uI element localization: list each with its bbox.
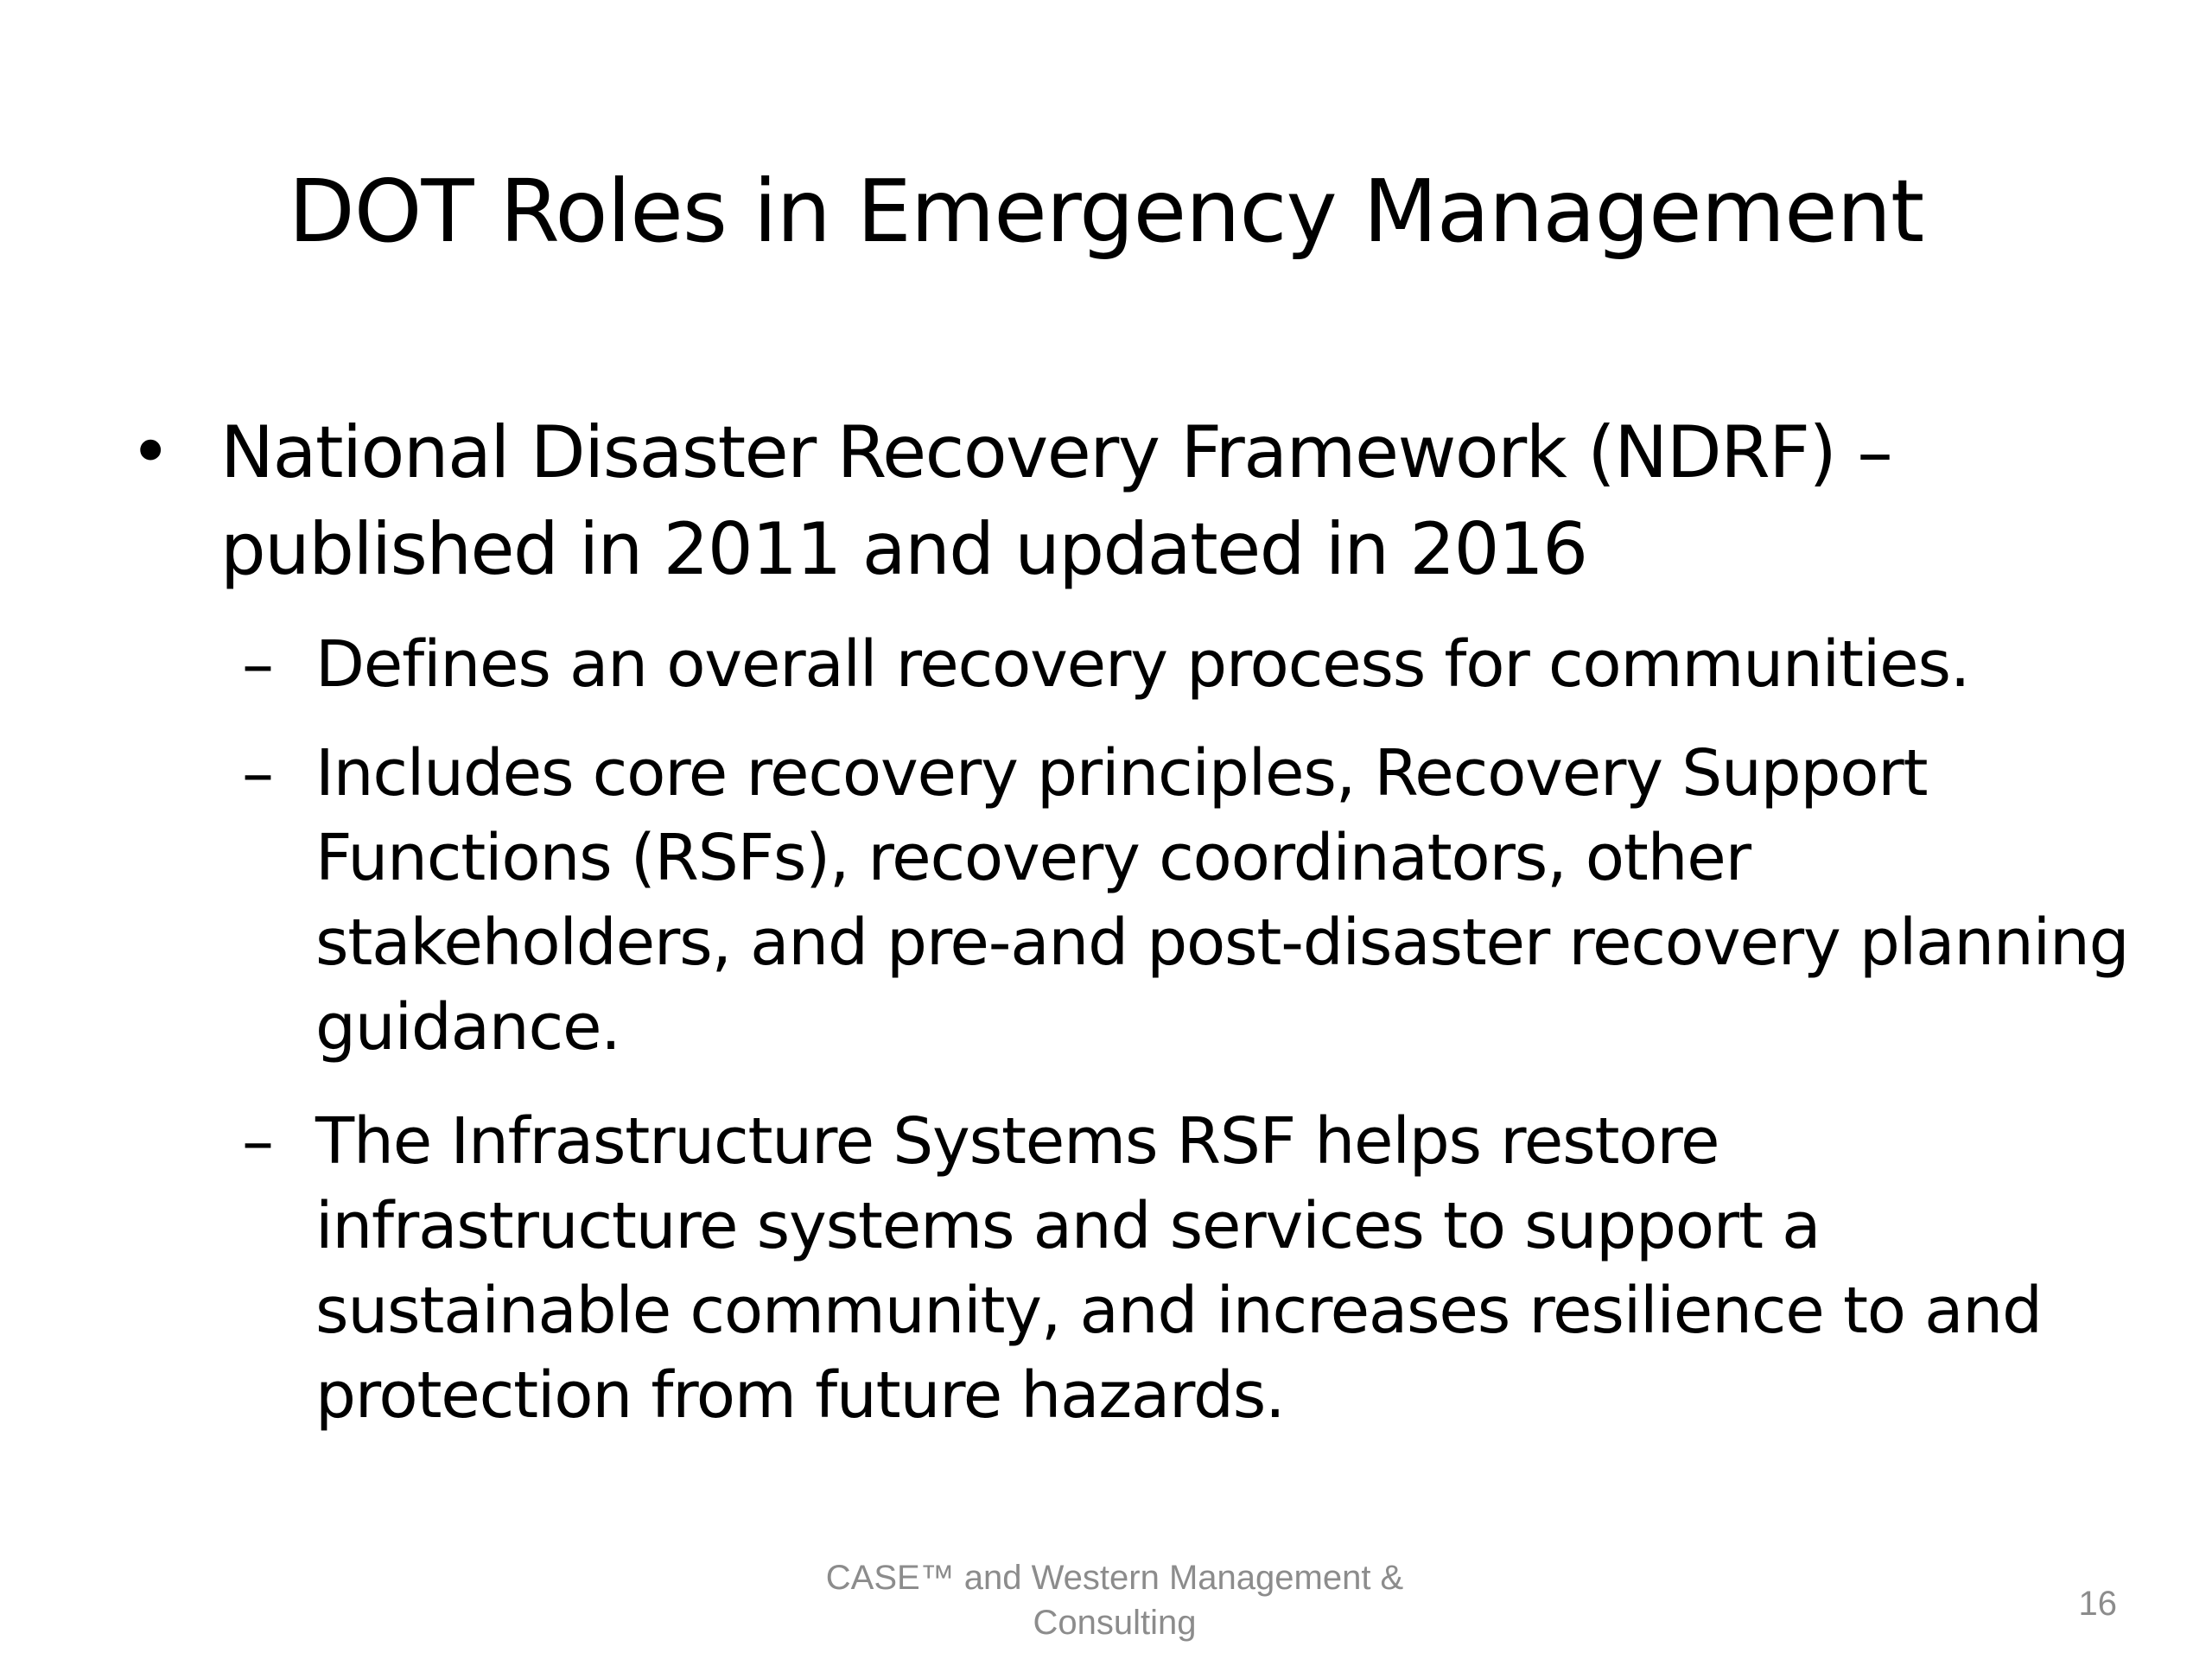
bullet-marker: • — [130, 411, 172, 493]
dash-marker: – — [242, 736, 274, 810]
page-number: 16 — [2078, 1585, 2117, 1623]
slide-title: DOT Roles in Emergency Management — [288, 161, 1924, 262]
dash-marker: – — [242, 1104, 274, 1179]
sub-item-text: Includes core recovery principles, Recovery Support Functions (RSFs), recovery coordinators, other stakeholders, and pre-and post-disaster recovery planning guidance. — [315, 736, 2129, 1065]
sub-item-text: Defines an overall recovery process for communities. — [315, 627, 1970, 702]
bullet-text: National Disaster Recovery Framework (NDRF) – published in 2011 and updated in 2016 — [220, 410, 1892, 591]
slide-footer: CASE™ and Western Management & Consulting — [825, 1559, 1404, 1642]
sub-item-text: The Infrastructure Systems RSF helps restore infrastructure systems and services to support a sustainable community, and increases resilience to and protection from future hazards. — [315, 1104, 2042, 1433]
dash-marker: – — [242, 627, 274, 702]
